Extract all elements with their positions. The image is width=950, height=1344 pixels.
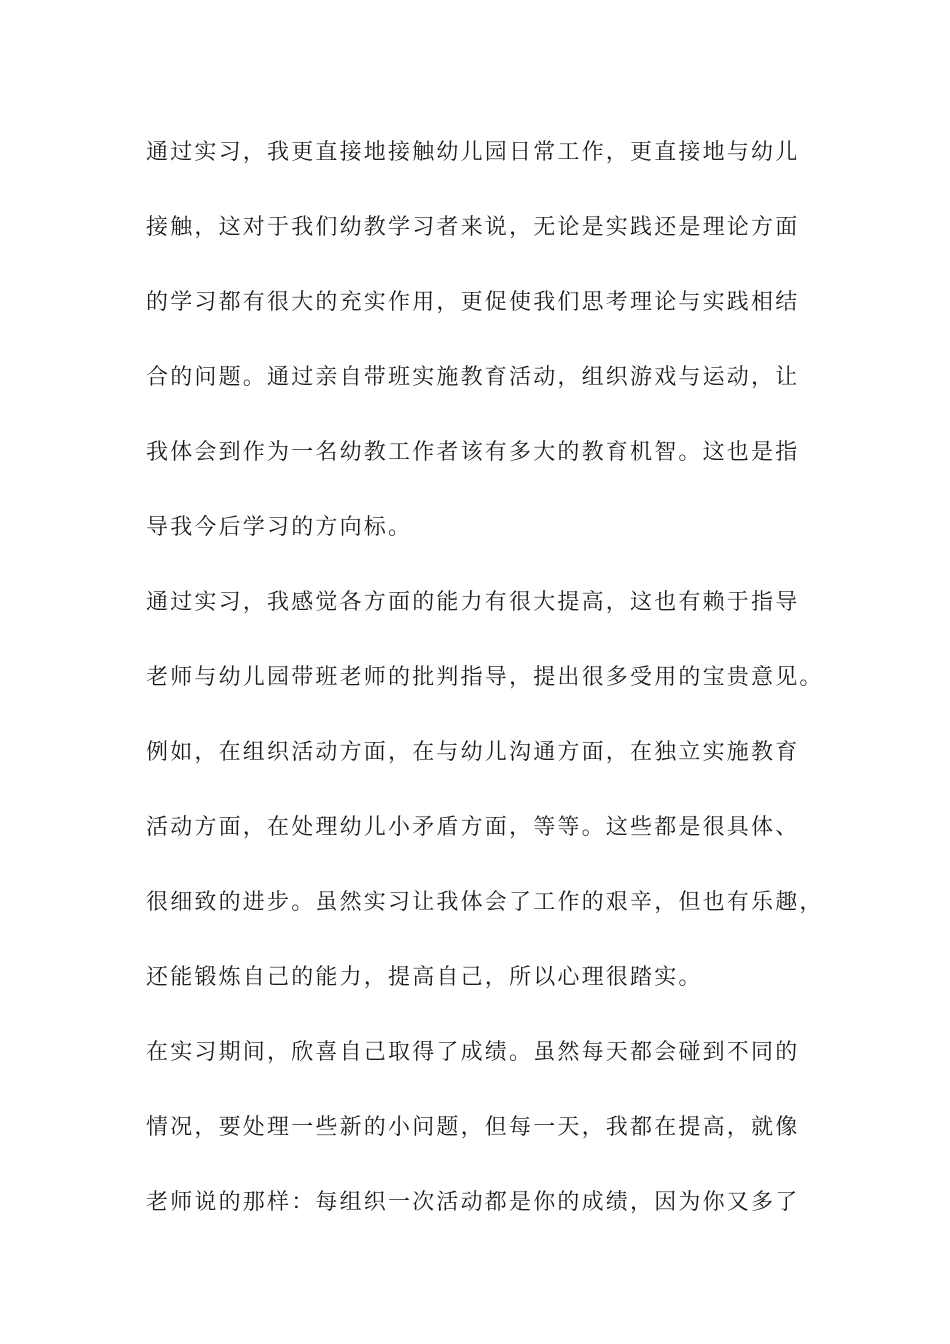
- text-line: 的学习都有很大的充实作用，更促使我们思考理论与实践相结: [146, 290, 800, 315]
- text-line: 通过实习，我感觉各方面的能力有很大提高，这也有赖于指导: [146, 590, 800, 615]
- text-line: 老师说的那样：每组织一次活动都是你的成绩，因为你又多了: [146, 1190, 800, 1215]
- text-line: 通过实习，我更直接地接触幼儿园日常工作，更直接地与幼儿: [146, 140, 800, 165]
- text-line: 还能锻炼自己的能力，提高自己，所以心理很踏实。: [146, 965, 703, 990]
- document-body: [146, 128, 836, 1253]
- text-line: 导我今后学习的方向标。: [146, 515, 413, 540]
- text-line: 老师与幼儿园带班老师的批判指导，提出很多受用的宝贵意见。: [146, 665, 824, 690]
- text-line: 我体会到作为一名幼教工作者该有多大的教育机智。这也是指: [146, 440, 800, 465]
- text-line: 情况，要处理一些新的小问题，但每一天，我都在提高，就像: [146, 1115, 800, 1140]
- text-line: 在实习期间，欣喜自己取得了成绩。虽然每天都会碰到不同的: [146, 1040, 800, 1065]
- text-line: 合的问题。通过亲自带班实施教育活动，组织游戏与运动，让: [146, 365, 800, 390]
- text-line: 很细致的进步。虽然实习让我体会了工作的艰辛，但也有乐趣，: [146, 890, 824, 915]
- text-line: 接触，这对于我们幼教学习者来说，无论是实践还是理论方面: [146, 215, 800, 240]
- text-line: 例如，在组织活动方面，在与幼儿沟通方面，在独立实施教育: [146, 740, 800, 765]
- text-line: 活动方面，在处理幼儿小矛盾方面，等等。这些都是很具体、: [146, 815, 800, 840]
